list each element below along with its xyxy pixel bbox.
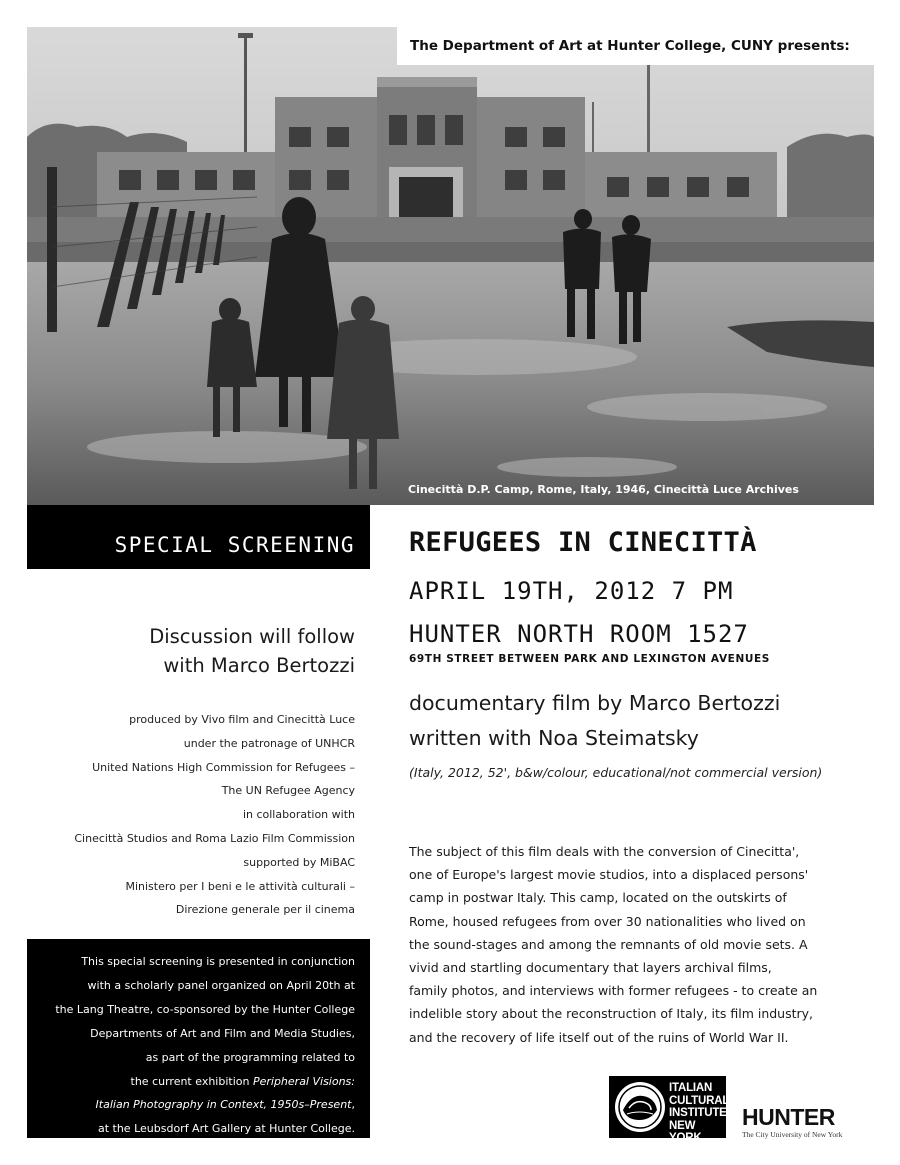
credit-line: under the patronage of UNHCR bbox=[183, 736, 355, 750]
synopsis-line: The subject of this film deals with the conversion of Cinecitta', bbox=[409, 844, 800, 859]
italian-cultural-institute-logo bbox=[609, 1076, 730, 1144]
synopsis-line: vivid and startling documentary that layers archival films, bbox=[409, 960, 772, 976]
street-address: 69TH STREET BETWEEN PARK AND LEXINGTON AVENUES bbox=[409, 653, 770, 665]
synopsis-line: the sound-stages and among the remnants of old movie sets. A bbox=[409, 936, 808, 952]
film-title: REFUGEES IN CINECITTÀ bbox=[409, 527, 757, 558]
discussion-line: with Marco Bertozzi bbox=[163, 654, 355, 677]
synopsis-line: family photos, and interviews with former refugees - to create an bbox=[409, 983, 818, 999]
coin-emblem-icon bbox=[613, 1080, 667, 1134]
production-credits bbox=[27, 708, 355, 922]
note-line: Departments of Art and Film and Media Studies, bbox=[90, 1026, 355, 1040]
note-line: This special screening is presented in conjunction bbox=[81, 955, 355, 968]
credit-line: The UN Refugee Agency bbox=[221, 784, 355, 798]
note-text: , bbox=[351, 1098, 355, 1112]
exhibition-subtitle: Italian Photography in Context, 1950s–Present bbox=[95, 1098, 352, 1112]
film-synopsis bbox=[409, 840, 859, 1049]
icny-wordmark bbox=[669, 1082, 729, 1145]
synopsis-line: indelible story about the reconstruction of Italy, its film industry, bbox=[409, 1006, 814, 1022]
refugee-camp-illustration bbox=[27, 27, 874, 505]
exhibition-title: Peripheral Visions: bbox=[252, 1074, 355, 1088]
special-screening-banner bbox=[27, 505, 370, 569]
icny-line: INSTITUTE bbox=[669, 1107, 727, 1119]
note-line: the Lang Theatre, co-sponsored by the Hunter College bbox=[55, 1002, 355, 1016]
credit-line: Direzione generale per il cinema bbox=[175, 903, 355, 917]
synopsis-line: one of Europe's largest movie studios, into a displaced persons' bbox=[409, 867, 809, 883]
icny-line: CULTURAL bbox=[669, 1094, 730, 1107]
note-line bbox=[27, 1070, 355, 1094]
note-line: with a scholarly panel organized on April 20th at bbox=[87, 978, 355, 992]
presenter-banner: The Department of Art at Hunter College, CUNY presents: bbox=[397, 27, 874, 65]
note-line: as part of the programming related to bbox=[145, 1050, 355, 1064]
film-specs: (Italy, 2012, 52', b&w/colour, educational/not commercial version) bbox=[409, 765, 823, 780]
note-line: at the Leubsdorf Art Gallery at Hunter College. bbox=[97, 1122, 355, 1136]
credit-line: supported by MiBAC bbox=[243, 855, 355, 869]
note-line bbox=[27, 1093, 355, 1117]
archival-photo bbox=[27, 27, 874, 505]
photo-caption: Cinecittà D.P. Camp, Rome, Italy, 1946, Cinecittà Luce Archives bbox=[408, 483, 799, 496]
synopsis-line: and the recovery of life itself out of the ruins of World War II. bbox=[409, 1029, 789, 1045]
credit-line: Ministero per I beni e le attività culturali – bbox=[125, 879, 355, 893]
film-credit-line: documentary film by Marco Bertozzi bbox=[409, 691, 781, 715]
icny-line: ITALIAN bbox=[669, 1082, 713, 1094]
credit-line: Cinecittà Studios and Roma Lazio Film Commission bbox=[74, 831, 355, 845]
hunter-tagline: The City University of New York bbox=[742, 1130, 843, 1139]
credit-line: produced by Vivo film and Cinecittà Luce bbox=[129, 713, 355, 726]
hunter-logo: HUNTER bbox=[742, 1104, 835, 1130]
discussion-note bbox=[27, 622, 355, 680]
icny-line: NEW YORK bbox=[669, 1119, 702, 1144]
screening-location: HUNTER NORTH ROOM 1527 bbox=[409, 620, 749, 648]
synopsis-line: camp in postwar Italy. This camp, located on the outskirts of bbox=[409, 890, 787, 906]
panel-note-box bbox=[27, 939, 370, 1138]
credit-line: in collaboration with bbox=[242, 808, 355, 822]
special-screening-label: SPECIAL SCREENING bbox=[114, 533, 355, 557]
discussion-line: Discussion will follow bbox=[149, 625, 355, 648]
film-credit-line: written with Noa Steimatsky bbox=[409, 726, 699, 750]
synopsis-line: Rome, housed refugees from over 30 nationalities who lived on bbox=[409, 913, 806, 929]
credit-line: United Nations High Commission for Refugees – bbox=[92, 760, 355, 774]
screening-date: APRIL 19TH, 2012 7 PM bbox=[409, 577, 734, 605]
note-text: the current exhibition bbox=[130, 1074, 253, 1088]
film-credits bbox=[409, 686, 780, 756]
